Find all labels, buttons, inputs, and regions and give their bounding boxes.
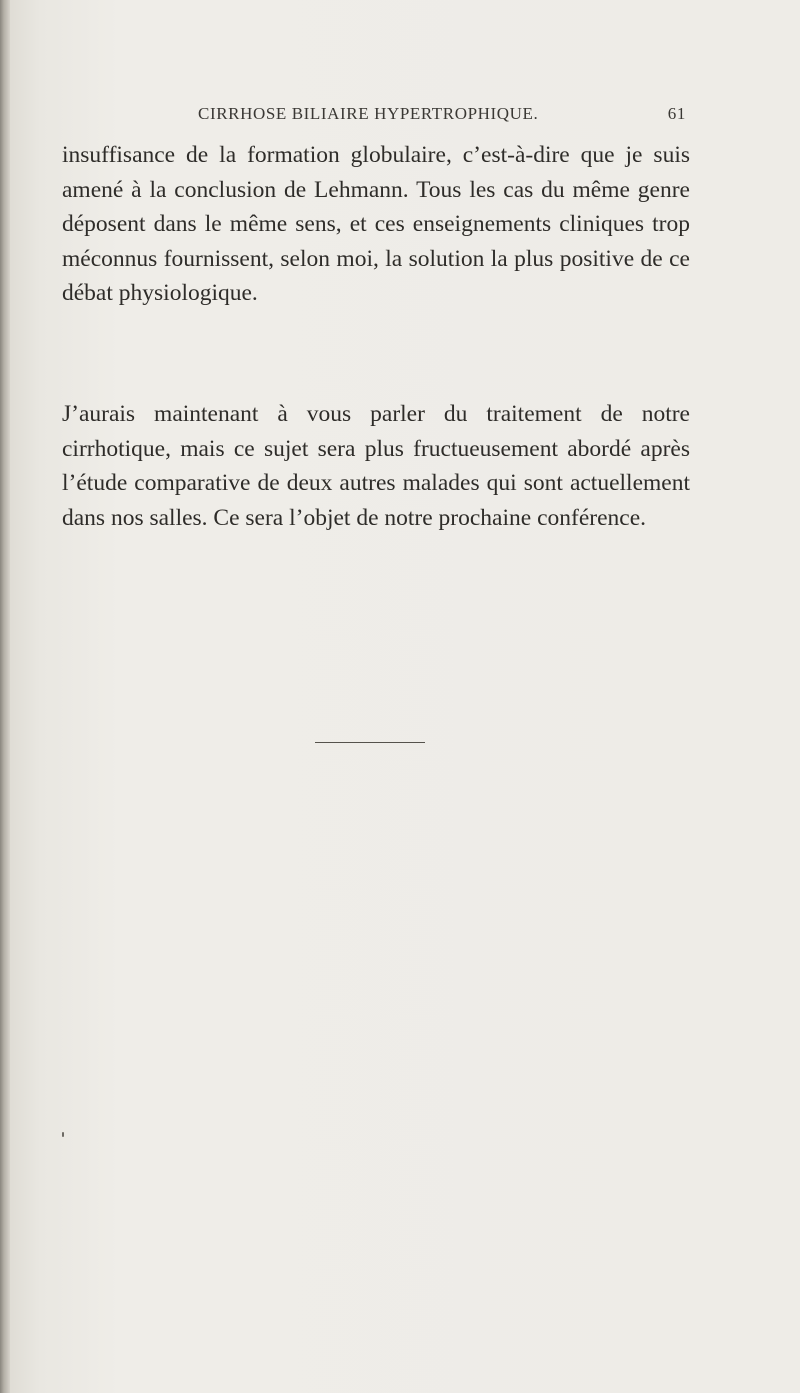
paragraph-1: insuffisance de la formation globulaire, c’est-à-dire que je suis amené à la conclusion de Lehmann. Tous les cas du même genre déposent dans le même sens, et ces enseignements cliniques trop méconnus fournissent, selon moi, la solution la plus positive de ce débat physiologique.: [62, 142, 690, 306]
paragraph-2: J’aurais maintenant à vous parler du traitement de notre cirrhotique, mais ce sujet sera plus fructueusement abordé après l’étude comparative de deux autres malades qui sont actuellement dans nos salles. Ce sera l’objet de notre prochaine conférence.: [62, 401, 690, 531]
end-rule: [315, 742, 425, 743]
running-title: CIRRHOSE BILIAIRE HYPERTROPHIQUE.: [198, 104, 539, 123]
running-head: [62, 104, 686, 128]
binding-edge: [0, 0, 10, 1393]
print-speck: [62, 1132, 64, 1137]
page-number: 61: [667, 104, 686, 123]
